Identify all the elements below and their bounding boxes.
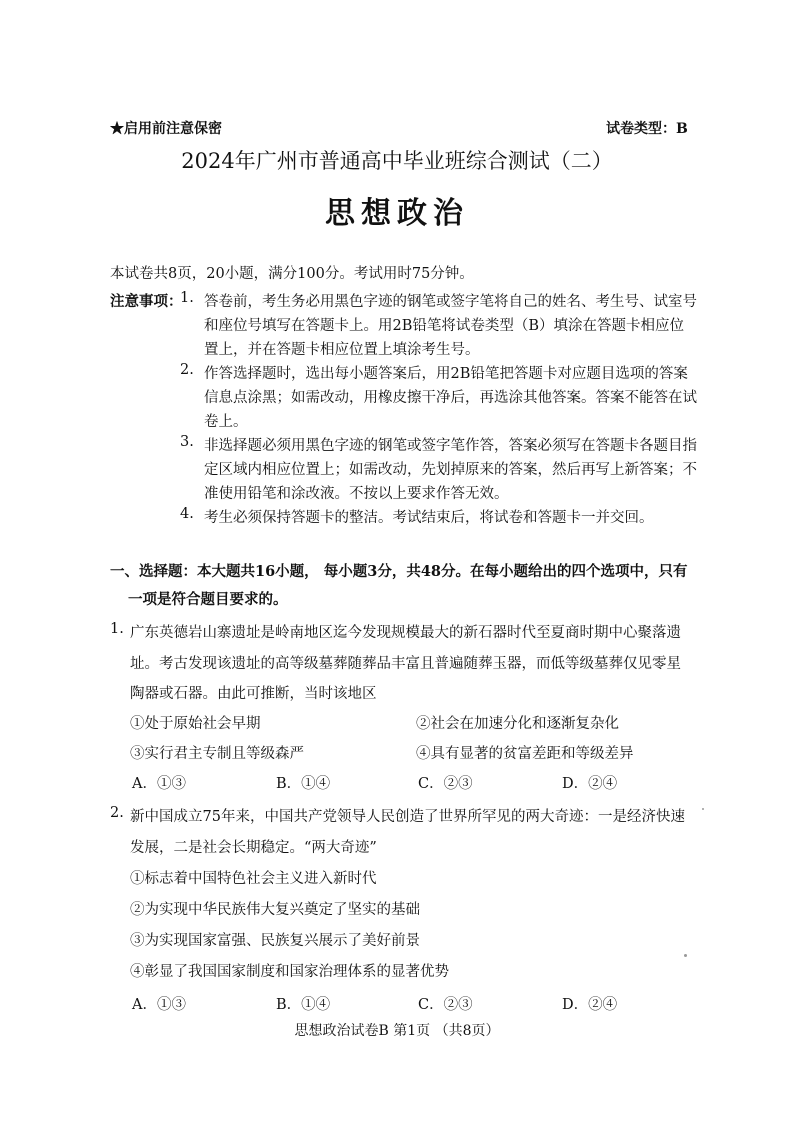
note-line: 准使用铅笔和涂改液。不按以上要求作答无效。 (204, 486, 509, 502)
subject-title: 思想政治 (325, 196, 469, 231)
choice-d: D．②④ (562, 776, 618, 792)
page-footer: 思想政治试卷B 第1页 （共8页） (294, 1023, 500, 1039)
note-line: 非选择题必须用黑色字迹的钢笔或签字笔作答，答案必须写在答题卡各题目指 (204, 438, 697, 454)
section-heading: 一、选择题：本大题共16小题， 每小题3分，共48分。在每小题给出的四个选项中，只有 (110, 563, 688, 580)
statement: ④具有显著的贫富差距和等级差异 (416, 746, 634, 762)
note-line: 卷上。 (204, 414, 248, 430)
choice-c: C．②③ (418, 776, 473, 792)
exam-title: 2024年广州市普通高中毕业班综合测试（二） (181, 149, 613, 173)
note-line: 置上，并在答题卡相应位置上填涂考生号。 (204, 342, 480, 358)
choice-a: A．①③ (132, 776, 186, 792)
question-stem: 发展，二是社会长期稳定。“两大奇迹” (130, 840, 377, 856)
note-line: 和座位号填写在答题卡上。用2B铅笔将试卷类型（B）填涂在答题卡相应位 (204, 318, 685, 334)
question-stem: 址。考古发现该遗址的高等级墓葬随葬品丰富且普遍随葬玉器，而低等级墓葬仅见零星 (130, 656, 681, 672)
question-stem: 陶器或石器。由此可推断，当时该地区 (130, 686, 377, 702)
choice-b: B．①④ (276, 776, 331, 792)
paper-type: 试卷类型：B (606, 121, 688, 137)
question-stem: 广东英德岩山寨遗址是岭南地区迄今发现规模最大的新石器时代至夏商时期中心聚落遗 (130, 625, 681, 641)
choice-c: C．②③ (418, 997, 473, 1013)
statement: ②社会在加速分化和逐渐复杂化 (416, 716, 619, 732)
statement: ①处于原始社会早期 (130, 716, 261, 732)
confidential-notice: ★启用前注意保密 (110, 121, 222, 137)
note-number: 1. (180, 290, 194, 306)
note-number: 2. (180, 362, 194, 378)
question-number: 1. (110, 621, 124, 637)
statement: ④彰显了我国国家制度和国家治理体系的显著优势 (130, 964, 449, 980)
statement: ②为实现中华民族伟大复兴奠定了坚实的基础 (130, 902, 420, 918)
note-line: 定区域内相应位置上；如需改动，先划掉原来的答案，然后再写上新答案；不 (204, 462, 697, 478)
notes-label: 注意事项： (110, 293, 183, 310)
scan-speck (702, 808, 704, 810)
note-line: 答卷前，考生务必用黑色字迹的钢笔或签字笔将自己的姓名、考生号、试室号 (204, 294, 697, 310)
question-number: 2. (110, 805, 124, 821)
statement: ③为实现国家富强、民族复兴展示了美好前景 (130, 933, 420, 949)
question-stem: 新中国成立75年来，中国共产党领导人民创造了世界所罕见的两大奇迹：一是经济快速 (130, 809, 685, 825)
note-line: 作答选择题时，选出每小题答案后，用2B铅笔把答题卡对应题目选项的答案 (204, 366, 688, 382)
note-number: 4. (180, 506, 194, 522)
statement: ①标志着中国特色社会主义进入新时代 (130, 871, 377, 887)
note-number: 3. (180, 434, 194, 450)
choice-a: A．①③ (132, 997, 186, 1013)
section-heading-cont: 一项是符合题目要求的。 (128, 591, 288, 608)
scan-speck (684, 954, 687, 957)
note-line: 信息点涂黑；如需改动，用橡皮擦干净后，再选涂其他答案。答案不能答在试 (204, 390, 697, 406)
statement: ③实行君主专制且等级森严 (130, 746, 304, 762)
choice-d: D．②④ (562, 997, 618, 1013)
exam-intro: 本试卷共8页，20小题，满分100分。考试用时75分钟。 (110, 266, 474, 282)
choice-b: B．①④ (276, 997, 331, 1013)
note-line: 考生必须保持答题卡的整洁。考试结束后，将试卷和答题卡一并交回。 (204, 510, 654, 526)
